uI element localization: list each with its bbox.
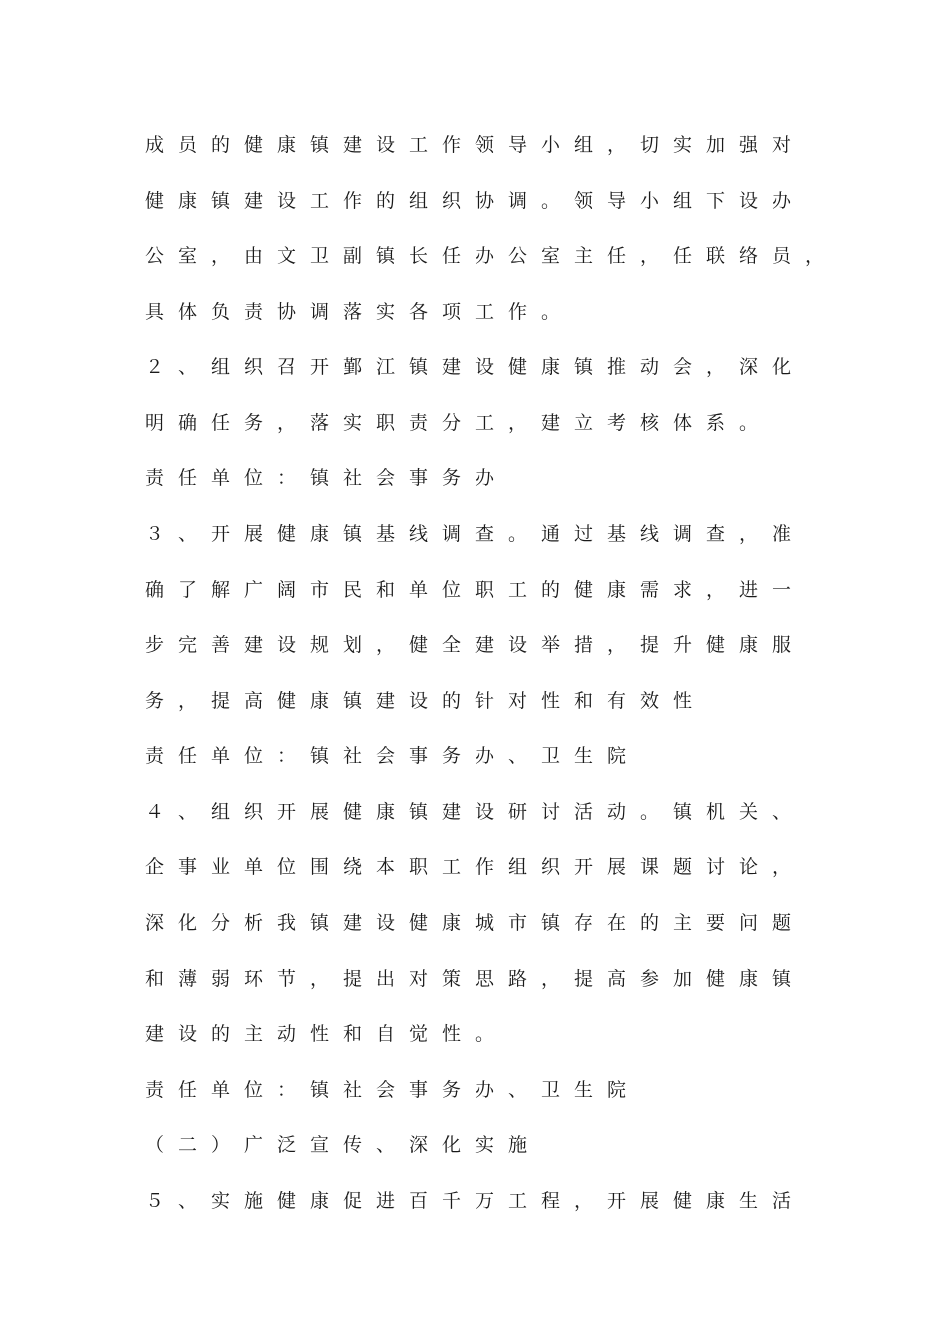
text-line: 步完善建设规划，健全建设举措，提升健康服 xyxy=(145,634,806,656)
responsible-unit-line: 责任单位：镇社会事务办、卫生院 xyxy=(145,1079,641,1101)
text-line: 深化分析我镇建设健康城市镇存在的主要问题 xyxy=(145,912,806,934)
text-line: ５、实施健康促进百千万工程，开展健康生活 xyxy=(145,1190,806,1212)
section-heading: （二）广泛宣传、深化实施 xyxy=(145,1134,542,1156)
text-line: 公室，由文卫副镇长任办公室主任，任联络员， xyxy=(145,245,839,267)
text-line: 明确任务，落实职责分工，建立考核体系。 xyxy=(145,412,773,434)
responsible-unit-line: 责任单位：镇社会事务办、卫生院 xyxy=(145,745,641,767)
text-line: 确了解广阔市民和单位职工的健康需求，进一 xyxy=(145,579,806,601)
text-line: 建设的主动性和自觉性。 xyxy=(145,1023,509,1045)
text-line: 务，提高健康镇建设的针对性和有效性 xyxy=(145,690,707,712)
text-line: ４、组织开展健康镇建设研讨活动。镇机关、 xyxy=(145,801,806,823)
text-line: 企事业单位围绕本职工作组织开展课题讨论， xyxy=(145,856,806,878)
text-line: 具体负责协调落实各项工作。 xyxy=(145,301,575,323)
text-line: ２、组织召开鄞江镇建设健康镇推动会，深化 xyxy=(145,356,806,378)
responsible-unit-line: 责任单位：镇社会事务办 xyxy=(145,467,509,489)
text-line: ３、开展健康镇基线调查。通过基线调查，准 xyxy=(145,523,806,545)
text-line: 成员的健康镇建设工作领导小组，切实加强对 xyxy=(145,134,806,156)
text-line: 和薄弱环节，提出对策思路，提高参加健康镇 xyxy=(145,968,806,990)
text-line: 健康镇建设工作的组织协调。领导小组下设办 xyxy=(145,190,806,212)
